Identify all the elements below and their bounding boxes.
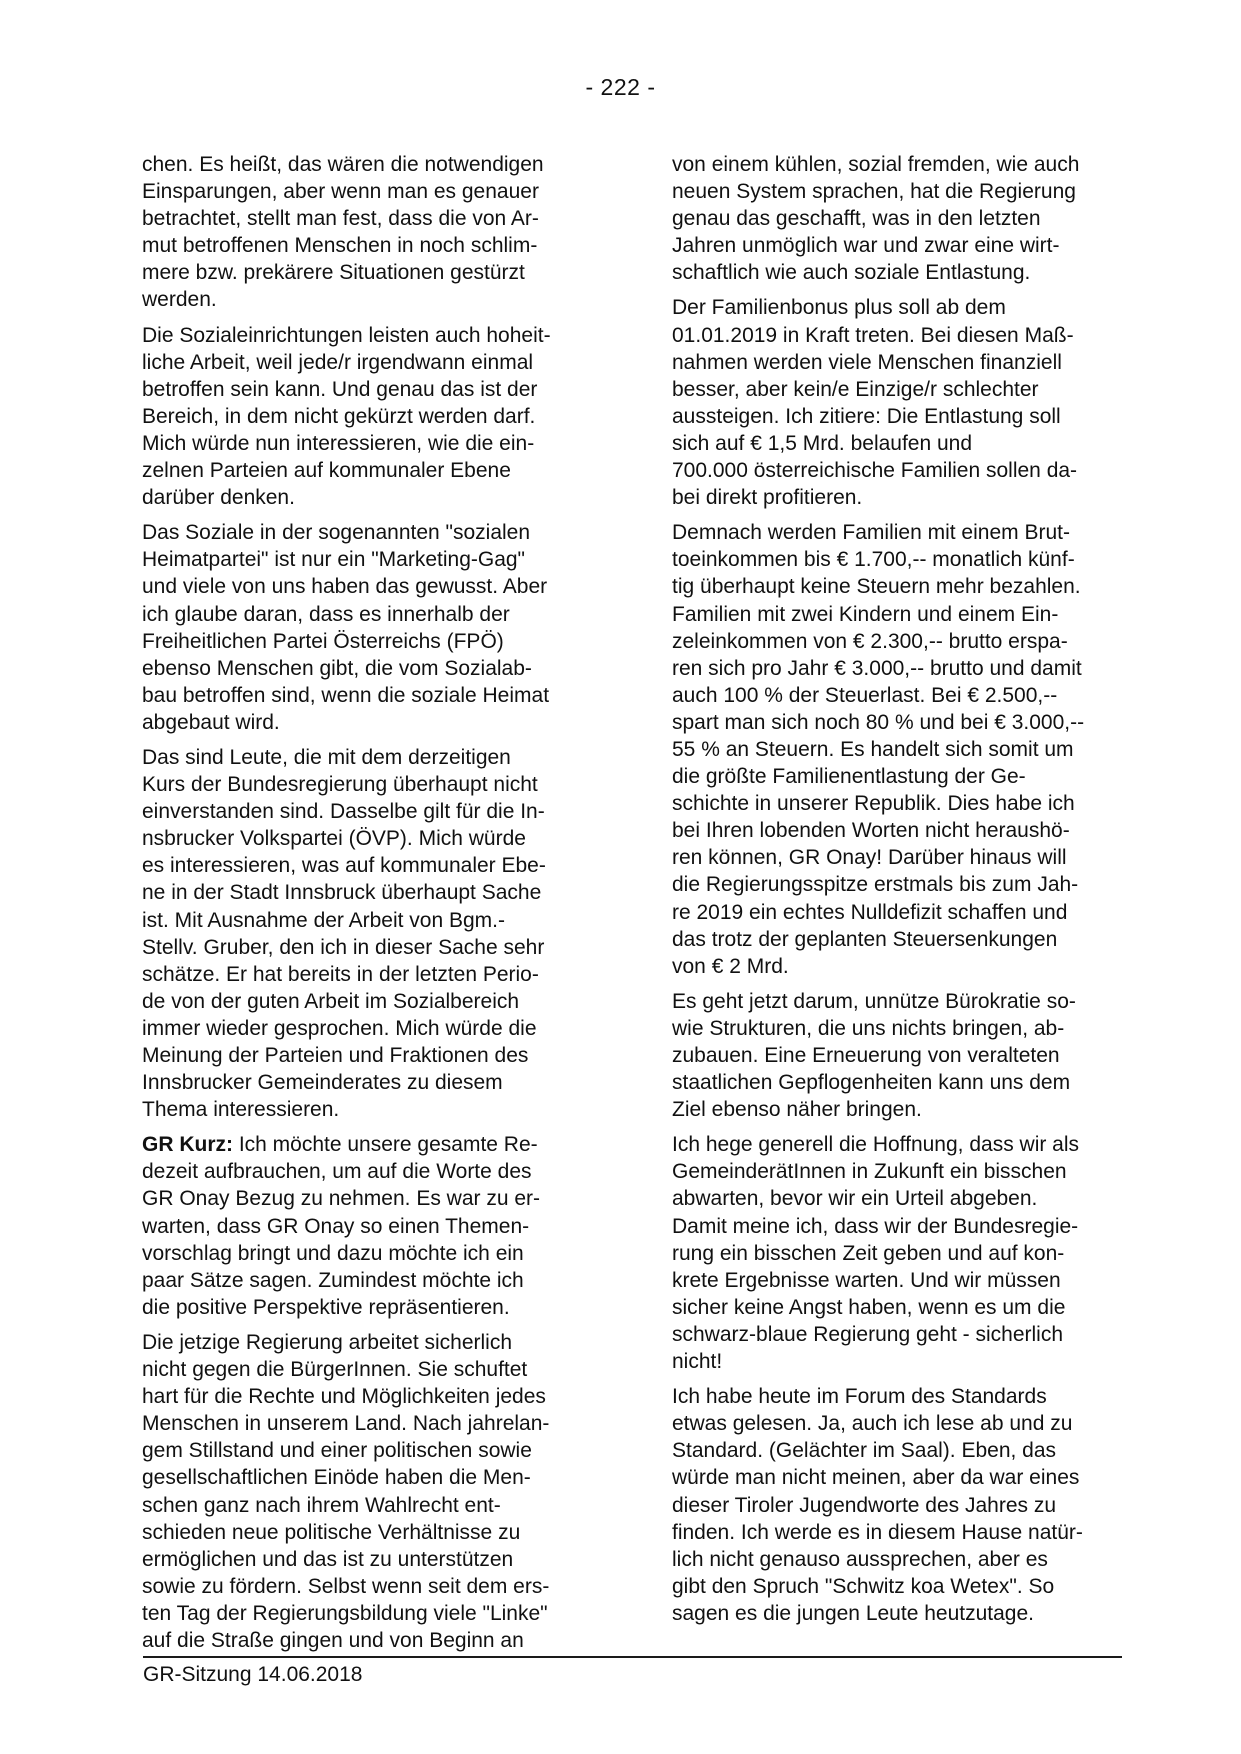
paragraph bbox=[142, 744, 672, 1123]
text-line: krete Ergebnisse warten. Und wir müssen bbox=[672, 1268, 1061, 1292]
footer-text: GR-Sitzung 14.06.2018 bbox=[143, 1663, 363, 1686]
text-line: genau das geschafft, was in den letzten bbox=[672, 207, 1041, 231]
text-line: Innsbrucker Gemeinderates zu diesem bbox=[142, 1071, 503, 1095]
text-line: aussteigen. Ich zitiere: Die Entlastung soll bbox=[672, 404, 1061, 428]
text-line: besser, aber kein/e Einzige/r schlechter bbox=[672, 377, 1039, 401]
paragraph bbox=[142, 519, 672, 736]
text-line: von € 2 Mrd. bbox=[672, 954, 789, 978]
left-column bbox=[142, 151, 672, 1662]
text-line: Jahren unmöglich war und zwar eine wirt- bbox=[672, 234, 1060, 258]
text-line: Bereich, in dem nicht gekürzt werden darf. bbox=[142, 404, 536, 428]
paragraph bbox=[672, 988, 1127, 1123]
text-line: 01.01.2019 in Kraft treten. Bei diesen Maß- bbox=[672, 323, 1074, 347]
text-line: werden. bbox=[142, 288, 217, 312]
text-line: warten, dass GR Onay so einen Themen- bbox=[142, 1214, 530, 1238]
speaker-name: GR Kurz: bbox=[142, 1133, 233, 1157]
text-line: ren können, GR Onay! Darüber hinaus will bbox=[672, 846, 1067, 870]
text-line: sich auf € 1,5 Mrd. belaufen und bbox=[672, 431, 973, 455]
paragraph bbox=[672, 1131, 1127, 1375]
text-line: ren sich pro Jahr € 3.000,-- brutto und damit bbox=[672, 656, 1082, 680]
text-line: bau betroffen sind, wenn die soziale Heimat bbox=[142, 683, 550, 707]
text-line: bei Ihren lobenden Worten nicht heraushö- bbox=[672, 819, 1070, 843]
text-line: und viele von uns haben das gewusst. Aber bbox=[142, 575, 548, 599]
text-line: ermöglichen und das ist zu unterstützen bbox=[142, 1547, 514, 1571]
text-line: Das Soziale in der sogenannten "sozialen bbox=[142, 521, 531, 545]
right-column bbox=[672, 151, 1127, 1635]
text-line: toeinkommen bis € 1.700,-- monatlich künf- bbox=[672, 548, 1075, 572]
text-line: Ich habe heute im Forum des Standards bbox=[672, 1385, 1047, 1409]
paragraph bbox=[672, 151, 1127, 286]
text-line: das trotz der geplanten Steuersenkungen bbox=[672, 927, 1058, 951]
text-line: schaftlich wie auch soziale Entlastung. bbox=[672, 261, 1031, 285]
text-line: Freiheitlichen Partei Österreichs (FPÖ) bbox=[142, 629, 504, 653]
text-line: Es geht jetzt darum, unnütze Bürokratie so- bbox=[672, 989, 1076, 1013]
text-line: ne in der Stadt Innsbruck überhaupt Sache bbox=[142, 881, 542, 905]
text-line: Das sind Leute, die mit dem derzeitigen bbox=[142, 745, 511, 769]
text-line: betrachtet, stellt man fest, dass die von Ar- bbox=[142, 207, 539, 231]
text-line: Einsparungen, aber wenn man es genauer bbox=[142, 180, 539, 204]
text-line: zelnen Parteien auf kommunaler Ebene bbox=[142, 459, 511, 483]
text-line: darüber denken. bbox=[142, 486, 295, 510]
text-line: Die jetzige Regierung arbeitet sicherlich bbox=[142, 1330, 513, 1354]
paragraph bbox=[142, 322, 672, 512]
text-line: mut betroffenen Menschen in noch schlim- bbox=[142, 234, 538, 258]
text-line: vorschlag bringt und dazu möchte ich ein bbox=[142, 1241, 524, 1265]
text-line: staatlichen Gepflogenheiten kann uns dem bbox=[672, 1071, 1071, 1095]
text-line: dieser Tiroler Jugendworte des Jahres zu bbox=[672, 1493, 1057, 1517]
text-line: bei direkt profitieren. bbox=[672, 486, 863, 510]
text-line: Stellv. Gruber, den ich in dieser Sache sehr bbox=[142, 935, 545, 959]
text-line: liche Arbeit, weil jede/r irgendwann einmal bbox=[142, 350, 534, 374]
text-line: neuen System sprachen, hat die Regierung bbox=[672, 180, 1076, 204]
text-line: mere bzw. prekärere Situationen gestürzt bbox=[142, 261, 525, 285]
text-line: dezeit aufbrauchen, um auf die Worte des bbox=[142, 1160, 532, 1184]
text-line: die größte Familienentlastung der Ge- bbox=[672, 765, 1026, 789]
text-line: wie Strukturen, die uns nichts bringen, ab- bbox=[672, 1016, 1065, 1040]
text-line: gibt den Spruch "Schwitz koa Wetex". So bbox=[672, 1574, 1055, 1598]
text-line: Kurs der Bundesregierung überhaupt nicht bbox=[142, 773, 538, 797]
text-line: nicht gegen die BürgerInnen. Sie schuftet bbox=[142, 1358, 528, 1382]
text-line: Mich würde nun interessieren, wie die ein- bbox=[142, 431, 535, 455]
text-line: Ich hege generell die Hoffnung, dass wir als bbox=[672, 1133, 1080, 1157]
text-line: auch 100 % der Steuerlast. Bei € 2.500,-- bbox=[672, 683, 1058, 707]
text-line: abgebaut wird. bbox=[142, 710, 280, 734]
text-line: nicht! bbox=[672, 1350, 723, 1374]
text-line: Meinung der Parteien und Fraktionen des bbox=[142, 1044, 529, 1067]
text-line: die positive Perspektive repräsentieren. bbox=[142, 1295, 510, 1319]
text-line: tig überhaupt keine Steuern mehr bezahlen. bbox=[672, 575, 1081, 599]
text-line: betroffen sein kann. Und genau das ist der bbox=[142, 377, 538, 401]
paragraph bbox=[142, 151, 672, 314]
text-line: ebenso Menschen gibt, die vom Sozialab- bbox=[142, 656, 532, 680]
text-line: Damit meine ich, dass wir der Bundesregie- bbox=[672, 1214, 1079, 1238]
paragraph bbox=[672, 1383, 1127, 1627]
text-line: zubauen. Eine Erneuerung von veralteten bbox=[672, 1044, 1060, 1067]
text-line: Der Familienbonus plus soll ab dem bbox=[672, 296, 1006, 320]
paragraph bbox=[142, 1131, 672, 1321]
text-line: die Regierungsspitze erstmals bis zum Jah- bbox=[672, 873, 1079, 897]
page-number: - 222 - bbox=[585, 74, 656, 100]
text-line: 700.000 österreichische Familien sollen da- bbox=[672, 459, 1078, 483]
text-line: Familien mit zwei Kindern und einem Ein- bbox=[672, 602, 1059, 626]
text-line: ten Tag der Regierungsbildung viele "Linke" bbox=[142, 1601, 548, 1625]
paragraph bbox=[672, 519, 1127, 980]
text-line: nsbrucker Volkspartei (ÖVP). Mich würde bbox=[142, 827, 526, 851]
text-line: Standard. (Gelächter im Saal). Eben, das bbox=[672, 1439, 1057, 1463]
text-line: sowie zu fördern. Selbst wenn seit dem ers- bbox=[142, 1574, 550, 1598]
text-line: gem Stillstand und einer politischen sowie bbox=[142, 1439, 532, 1463]
text-line: GR Onay Bezug zu nehmen. Es war zu er- bbox=[142, 1187, 541, 1211]
text-line: sagen es die jungen Leute heutzutage. bbox=[672, 1601, 1034, 1625]
text-line: lich nicht genauso aussprechen, aber es bbox=[672, 1547, 1048, 1571]
text-line: rung ein bisschen Zeit geben und auf kon- bbox=[672, 1241, 1065, 1265]
text-line: abwarten, bevor wir ein Urteil abgeben. bbox=[672, 1187, 1038, 1211]
text-line: es interessieren, was auf kommunaler Ebe- bbox=[142, 854, 546, 878]
text-line: von einem kühlen, sozial fremden, wie auch bbox=[672, 153, 1080, 176]
text-line: GR Kurz: Ich möchte unsere gesamte Re- bbox=[142, 1133, 538, 1157]
text-line: ist. Mit Ausnahme der Arbeit von Bgm.- bbox=[142, 908, 505, 932]
text-line: paar Sätze sagen. Zumindest möchte ich bbox=[142, 1268, 524, 1292]
text-line: gesellschaftlichen Einöde haben die Men- bbox=[142, 1466, 531, 1490]
text-line: schen ganz nach ihrem Wahlrecht ent- bbox=[142, 1493, 501, 1517]
text-line: zeleinkommen von € 2.300,-- brutto erspa- bbox=[672, 629, 1068, 653]
text-line: schieden neue politische Verhältnisse zu bbox=[142, 1520, 521, 1544]
text-line: nahmen werden viele Menschen finanziell bbox=[672, 350, 1062, 374]
text-line: sicher keine Angst haben, wenn es um die bbox=[672, 1295, 1066, 1319]
text-line: Thema interessieren. bbox=[142, 1098, 340, 1122]
text-line: schätze. Er hat bereits in der letzten Perio- bbox=[142, 962, 539, 986]
text-line: schichte in unserer Republik. Dies habe ich bbox=[672, 792, 1075, 816]
text-line: Die Sozialeinrichtungen leisten auch hoheit- bbox=[142, 323, 551, 347]
text-columns bbox=[142, 151, 1127, 1662]
text-line: chen. Es heißt, das wären die notwendigen bbox=[142, 153, 544, 176]
text-line: spart man sich noch 80 % und bei € 3.000,-- bbox=[672, 710, 1085, 734]
text-line: einverstanden sind. Dasselbe gilt für die In- bbox=[142, 800, 545, 824]
text-line: GemeinderätInnen in Zukunft ein bisschen bbox=[672, 1160, 1067, 1184]
text-line: Ziel ebenso näher bringen. bbox=[672, 1098, 922, 1122]
paragraph bbox=[142, 1329, 672, 1654]
text-line: ich glaube daran, dass es innerhalb der bbox=[142, 602, 510, 626]
text-line: hart für die Rechte und Möglichkeiten jedes bbox=[142, 1385, 546, 1409]
text-line: Menschen in unserem Land. Nach jahrelan- bbox=[142, 1412, 550, 1436]
text-line: re 2019 ein echtes Nulldefizit schaffen und bbox=[672, 900, 1068, 924]
text-line: Demnach werden Familien mit einem Brut- bbox=[672, 521, 1070, 545]
text-line: würde man nicht meinen, aber da war eines bbox=[672, 1466, 1080, 1490]
text-line: finden. Ich werde es in diesem Hause natür- bbox=[672, 1520, 1083, 1544]
text-line: schwarz-blaue Regierung geht - sicherlich bbox=[672, 1322, 1064, 1346]
text-line: de von der guten Arbeit im Sozialbereich bbox=[142, 989, 520, 1013]
text-line: immer wieder gesprochen. Mich würde die bbox=[142, 1016, 537, 1040]
paragraph bbox=[672, 294, 1127, 511]
text-line: 55 % an Steuern. Es handelt sich somit um bbox=[672, 737, 1074, 761]
text-line: Heimatpartei" ist nur ein "Marketing-Gag" bbox=[142, 548, 526, 572]
text-line: etwas gelesen. Ja, auch ich lese ab und zu bbox=[672, 1412, 1073, 1436]
footer-divider bbox=[143, 1656, 1122, 1658]
text-line: auf die Straße gingen und von Beginn an bbox=[142, 1628, 524, 1652]
